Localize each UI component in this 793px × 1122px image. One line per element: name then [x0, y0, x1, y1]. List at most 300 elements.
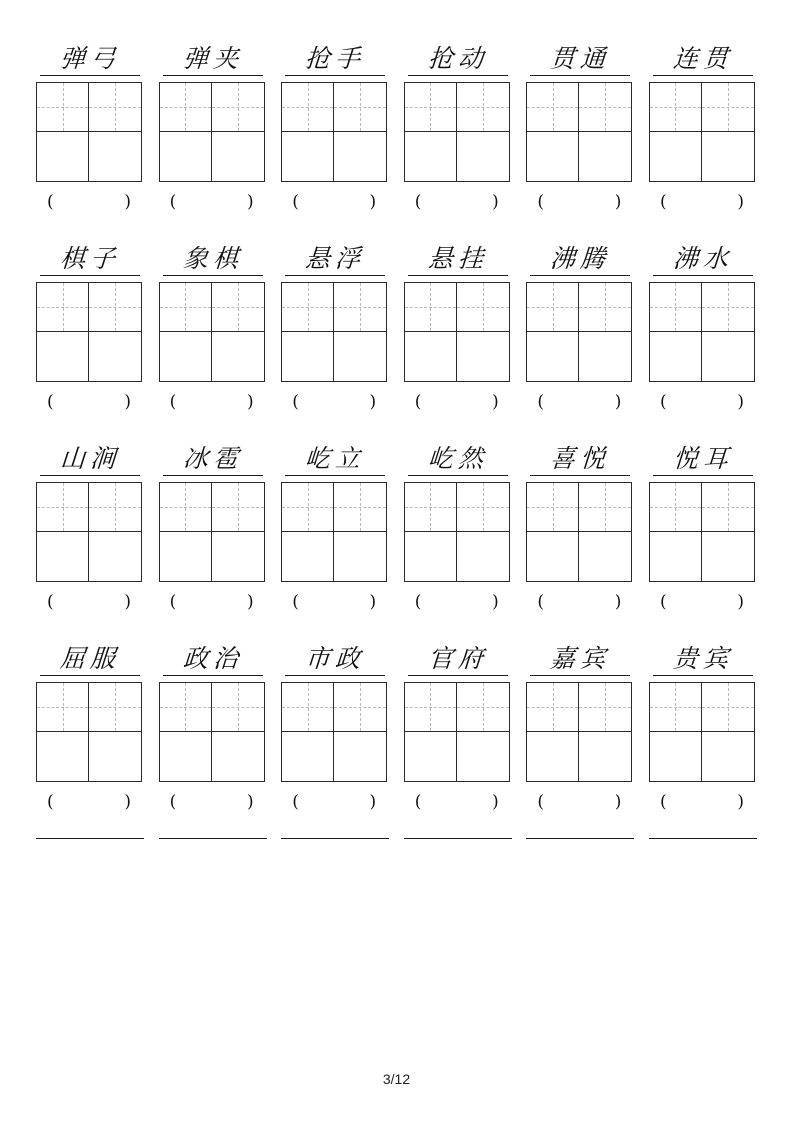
paren-open: ( [292, 192, 301, 212]
grid-square[interactable] [649, 82, 702, 132]
word-cell [159, 440, 267, 582]
grid-row-plain [649, 732, 757, 782]
word-underline [163, 40, 263, 76]
grid-square[interactable] [159, 532, 212, 582]
word-underline [530, 40, 630, 76]
word-text: 沸腾 [549, 244, 612, 273]
answer-paren[interactable] [526, 592, 634, 612]
paren-close: ) [492, 192, 501, 212]
word-underline [40, 40, 140, 76]
grid-row-guide [281, 482, 389, 532]
grid-square[interactable] [159, 132, 212, 182]
word-cell [36, 240, 144, 382]
grid-square[interactable] [457, 282, 510, 332]
paren-close: ) [614, 192, 624, 212]
grid-row-plain [404, 132, 512, 182]
grid-square[interactable] [89, 132, 142, 182]
answer-paren-row [36, 592, 757, 612]
grid-square[interactable] [89, 532, 142, 582]
grid-row-plain [36, 532, 144, 582]
grid-square[interactable] [212, 82, 265, 132]
grid-row-plain [159, 532, 267, 582]
word-text: 贯通 [549, 44, 612, 73]
paren-open: ( [659, 392, 669, 412]
word-text: 喜悦 [549, 444, 612, 473]
grid-square[interactable] [649, 282, 702, 332]
word-underline [163, 440, 263, 476]
grid-row-plain [281, 332, 389, 382]
word-text: 悦耳 [671, 444, 735, 473]
grid-row-plain [649, 532, 757, 582]
grid-row-guide [159, 82, 267, 132]
paren-close: ) [737, 792, 746, 812]
paren-close: ) [124, 392, 133, 412]
grid-square[interactable] [579, 532, 632, 582]
grid-square[interactable] [89, 682, 142, 732]
word-cell [281, 440, 389, 582]
grid-row-guide [404, 482, 512, 532]
blank-word-line[interactable] [404, 836, 512, 839]
practice-grid [526, 282, 634, 382]
grid-square[interactable] [649, 732, 702, 782]
paren-close: ) [369, 392, 379, 412]
paren-close: ) [737, 192, 746, 212]
answer-paren[interactable] [526, 792, 634, 812]
grid-square[interactable] [334, 482, 387, 532]
paren-close: ) [737, 392, 746, 412]
grid-row-guide [526, 82, 634, 132]
grid-row-guide [404, 282, 512, 332]
paren-close: ) [492, 792, 501, 812]
grid-square[interactable] [404, 332, 457, 382]
answer-paren[interactable] [36, 392, 144, 412]
word-cell [281, 240, 389, 382]
grid-row-guide [36, 82, 144, 132]
grid-square[interactable] [702, 282, 755, 332]
word-text: 象棋 [181, 244, 244, 273]
blank-word-line[interactable] [281, 836, 389, 839]
grid-square[interactable] [526, 332, 579, 382]
practice-grid [404, 682, 512, 782]
grid-square[interactable] [212, 532, 265, 582]
paren-close: ) [246, 592, 256, 612]
answer-paren[interactable] [36, 592, 144, 612]
practice-grid [159, 82, 267, 182]
grid-square[interactable] [281, 532, 334, 582]
grid-square[interactable] [36, 682, 89, 732]
practice-grid [404, 82, 512, 182]
grid-row-guide [281, 682, 389, 732]
practice-grid [649, 482, 757, 582]
word-underline [285, 640, 385, 676]
grid-square[interactable] [212, 332, 265, 382]
grid-square[interactable] [89, 82, 142, 132]
paren-open: ( [537, 592, 547, 612]
paren-open: ( [292, 792, 301, 812]
paren-close: ) [369, 592, 379, 612]
grid-square[interactable] [457, 82, 510, 132]
grid-square[interactable] [334, 532, 387, 582]
grid-square[interactable] [281, 482, 334, 532]
answer-paren[interactable] [36, 792, 144, 812]
answer-paren[interactable] [404, 192, 512, 212]
grid-square[interactable] [36, 132, 89, 182]
grid-square[interactable] [526, 482, 579, 532]
grid-square[interactable] [281, 332, 334, 382]
practice-grid [159, 682, 267, 782]
answer-paren-row [36, 392, 757, 412]
word-text: 山涧 [59, 444, 122, 473]
paren-close: ) [124, 592, 133, 612]
grid-square[interactable] [36, 532, 89, 582]
answer-paren[interactable] [281, 792, 389, 812]
grid-square[interactable] [579, 332, 632, 382]
word-block [36, 40, 757, 212]
answer-paren[interactable] [526, 192, 634, 212]
word-text: 屹立 [304, 444, 367, 473]
grid-square[interactable] [281, 82, 334, 132]
word-block [36, 640, 757, 812]
word-cell [36, 640, 144, 782]
grid-square[interactable] [526, 682, 579, 732]
grid-square[interactable] [649, 332, 702, 382]
answer-paren[interactable] [281, 192, 389, 212]
practice-grid [281, 682, 389, 782]
word-text: 政治 [181, 644, 244, 673]
grid-square[interactable] [702, 132, 755, 182]
grid-square[interactable] [404, 682, 457, 732]
paren-open: ( [659, 192, 669, 212]
word-underline [40, 240, 140, 276]
grid-square[interactable] [334, 282, 387, 332]
grid-square[interactable] [457, 682, 510, 732]
grid-row-guide [36, 482, 144, 532]
paren-open: ( [659, 592, 669, 612]
grid-square[interactable] [579, 282, 632, 332]
word-underline [285, 440, 385, 476]
answer-paren-row [36, 192, 757, 212]
blank-word-line-row [36, 836, 757, 839]
paren-open: ( [537, 392, 547, 412]
grid-square[interactable] [404, 732, 457, 782]
grid-square[interactable] [579, 482, 632, 532]
grid-square[interactable] [579, 132, 632, 182]
grid-square[interactable] [281, 132, 334, 182]
practice-grid [159, 482, 267, 582]
grid-square[interactable] [89, 732, 142, 782]
paren-close: ) [614, 792, 624, 812]
word-row [36, 440, 757, 582]
word-cell [526, 440, 634, 582]
word-underline [653, 440, 753, 476]
paren-open: ( [659, 792, 669, 812]
answer-paren-row [36, 792, 757, 812]
grid-square[interactable] [404, 82, 457, 132]
paren-open: ( [47, 392, 56, 412]
answer-paren[interactable] [649, 592, 757, 612]
practice-grid [36, 482, 144, 582]
grid-square[interactable] [526, 732, 579, 782]
paren-close: ) [737, 592, 746, 612]
page-number: 3/12 [382, 1071, 411, 1087]
word-text: 贵宾 [671, 644, 735, 673]
grid-square[interactable] [334, 132, 387, 182]
grid-square[interactable] [281, 682, 334, 732]
word-cell [404, 240, 512, 382]
grid-row-guide [159, 282, 267, 332]
grid-row-guide [159, 482, 267, 532]
grid-square[interactable] [89, 332, 142, 382]
answer-paren[interactable] [159, 592, 267, 612]
practice-grid [526, 682, 634, 782]
grid-row-plain [159, 732, 267, 782]
word-underline [530, 440, 630, 476]
paren-open: ( [414, 592, 424, 612]
grid-square[interactable] [212, 282, 265, 332]
answer-paren[interactable] [159, 192, 267, 212]
grid-square[interactable] [702, 332, 755, 382]
paren-close: ) [124, 192, 133, 212]
paren-open: ( [292, 592, 301, 612]
grid-square[interactable] [281, 732, 334, 782]
grid-square[interactable] [212, 732, 265, 782]
word-underline [530, 240, 630, 276]
grid-square[interactable] [159, 332, 212, 382]
grid-square[interactable] [212, 682, 265, 732]
paren-open: ( [414, 192, 424, 212]
grid-square[interactable] [526, 132, 579, 182]
answer-paren[interactable] [404, 392, 512, 412]
grid-square[interactable] [36, 332, 89, 382]
word-cell [36, 440, 144, 582]
word-cell [526, 40, 634, 182]
paren-close: ) [246, 192, 256, 212]
grid-row-guide [649, 682, 757, 732]
grid-square[interactable] [404, 482, 457, 532]
grid-square[interactable] [457, 532, 510, 582]
word-row [36, 640, 757, 782]
answer-paren[interactable] [404, 592, 512, 612]
answer-paren[interactable] [649, 192, 757, 212]
word-cell [36, 40, 144, 182]
word-underline [653, 40, 753, 76]
grid-square[interactable] [579, 82, 632, 132]
grid-row-plain [649, 132, 757, 182]
grid-row-plain [36, 332, 144, 382]
word-underline [163, 240, 263, 276]
paren-open: ( [169, 792, 179, 812]
blank-word-line[interactable] [526, 836, 634, 839]
grid-row-plain [526, 332, 634, 382]
grid-square[interactable] [579, 682, 632, 732]
grid-row-guide [281, 282, 389, 332]
blank-word-line[interactable] [36, 836, 144, 839]
word-underline [285, 240, 385, 276]
word-underline [40, 440, 140, 476]
grid-square[interactable] [702, 532, 755, 582]
answer-paren[interactable] [159, 792, 267, 812]
grid-square[interactable] [702, 732, 755, 782]
word-cell [159, 40, 267, 182]
paren-close: ) [492, 592, 501, 612]
practice-grid [36, 682, 144, 782]
practice-grid [404, 482, 512, 582]
grid-row-plain [281, 732, 389, 782]
grid-row-guide [649, 482, 757, 532]
word-cell [159, 240, 267, 382]
grid-square[interactable] [702, 82, 755, 132]
word-cell [649, 240, 757, 382]
grid-square[interactable] [457, 132, 510, 182]
paren-close: ) [124, 792, 133, 812]
grid-square[interactable] [36, 82, 89, 132]
paren-open: ( [47, 592, 56, 612]
grid-square[interactable] [36, 282, 89, 332]
grid-row-plain [649, 332, 757, 382]
grid-row-guide [526, 682, 634, 732]
grid-row-guide [36, 282, 144, 332]
practice-grid [649, 82, 757, 182]
practice-grid [36, 282, 144, 382]
paren-close: ) [614, 392, 624, 412]
practice-grid [36, 82, 144, 182]
practice-grid [649, 282, 757, 382]
grid-square[interactable] [159, 732, 212, 782]
paren-open: ( [47, 192, 56, 212]
paren-open: ( [169, 392, 179, 412]
grid-square[interactable] [36, 732, 89, 782]
word-underline [40, 640, 140, 676]
grid-square[interactable] [649, 682, 702, 732]
answer-paren[interactable] [649, 392, 757, 412]
answer-paren[interactable] [404, 792, 512, 812]
grid-square[interactable] [89, 282, 142, 332]
paren-open: ( [169, 592, 179, 612]
paren-open: ( [47, 792, 56, 812]
grid-row-plain [281, 532, 389, 582]
answer-paren[interactable] [526, 392, 634, 412]
grid-row-plain [526, 532, 634, 582]
word-text: 悬挂 [426, 244, 489, 273]
word-underline [408, 240, 508, 276]
grid-square[interactable] [334, 732, 387, 782]
grid-square[interactable] [404, 532, 457, 582]
practice-grid [281, 82, 389, 182]
grid-square[interactable] [334, 682, 387, 732]
grid-square[interactable] [404, 282, 457, 332]
paren-close: ) [246, 792, 256, 812]
grid-square[interactable] [702, 682, 755, 732]
grid-square[interactable] [649, 532, 702, 582]
answer-paren[interactable] [159, 392, 267, 412]
grid-square[interactable] [36, 482, 89, 532]
grid-square[interactable] [457, 482, 510, 532]
grid-square[interactable] [526, 532, 579, 582]
word-text: 弹弓 [59, 44, 122, 73]
word-text: 抢动 [426, 44, 489, 73]
word-cell [404, 440, 512, 582]
grid-square[interactable] [457, 732, 510, 782]
word-cell [404, 40, 512, 182]
paren-close: ) [246, 392, 256, 412]
grid-square[interactable] [159, 682, 212, 732]
word-row [36, 240, 757, 382]
answer-paren[interactable] [649, 792, 757, 812]
grid-square[interactable] [334, 332, 387, 382]
word-text: 官府 [426, 644, 489, 673]
grid-square[interactable] [89, 482, 142, 532]
word-cell [526, 240, 634, 382]
practice-grid [649, 682, 757, 782]
word-underline [653, 640, 753, 676]
practice-grid [281, 282, 389, 382]
word-text: 抢手 [304, 44, 367, 73]
grid-square[interactable] [404, 132, 457, 182]
word-underline [408, 40, 508, 76]
word-block [36, 240, 757, 412]
blank-word-line[interactable] [649, 836, 757, 839]
grid-square[interactable] [281, 282, 334, 332]
paren-close: ) [369, 792, 379, 812]
grid-square[interactable] [212, 482, 265, 532]
word-text: 弹夹 [181, 44, 244, 73]
word-underline [163, 640, 263, 676]
grid-row-guide [281, 82, 389, 132]
grid-square[interactable] [334, 82, 387, 132]
word-cell [404, 640, 512, 782]
answer-paren[interactable] [281, 592, 389, 612]
grid-square[interactable] [649, 482, 702, 532]
word-text: 屹然 [426, 444, 489, 473]
practice-grid [281, 482, 389, 582]
word-cell [281, 40, 389, 182]
word-cell [159, 640, 267, 782]
grid-square[interactable] [159, 282, 212, 332]
grid-row-guide [649, 82, 757, 132]
grid-row-guide [526, 482, 634, 532]
grid-row-plain [281, 132, 389, 182]
grid-row-plain [36, 732, 144, 782]
grid-square[interactable] [526, 282, 579, 332]
grid-square[interactable] [702, 482, 755, 532]
paren-close: ) [492, 392, 501, 412]
word-underline [408, 640, 508, 676]
grid-square[interactable] [159, 82, 212, 132]
grid-square[interactable] [649, 132, 702, 182]
grid-square[interactable] [526, 82, 579, 132]
answer-paren[interactable] [36, 192, 144, 212]
grid-square[interactable] [159, 482, 212, 532]
grid-row-plain [404, 332, 512, 382]
grid-row-guide [159, 682, 267, 732]
word-text: 屈服 [59, 644, 122, 673]
blank-word-line[interactable] [159, 836, 267, 839]
grid-row-guide [526, 282, 634, 332]
answer-paren[interactable] [281, 392, 389, 412]
grid-square[interactable] [457, 332, 510, 382]
word-text: 嘉宾 [549, 644, 612, 673]
word-cell [649, 640, 757, 782]
word-text: 连贯 [671, 44, 735, 73]
practice-grid [159, 282, 267, 382]
grid-square[interactable] [579, 732, 632, 782]
word-underline [530, 640, 630, 676]
word-text: 悬浮 [304, 244, 367, 273]
grid-square[interactable] [212, 132, 265, 182]
grid-row-guide [404, 682, 512, 732]
word-text: 市政 [304, 644, 367, 673]
word-cell [649, 440, 757, 582]
